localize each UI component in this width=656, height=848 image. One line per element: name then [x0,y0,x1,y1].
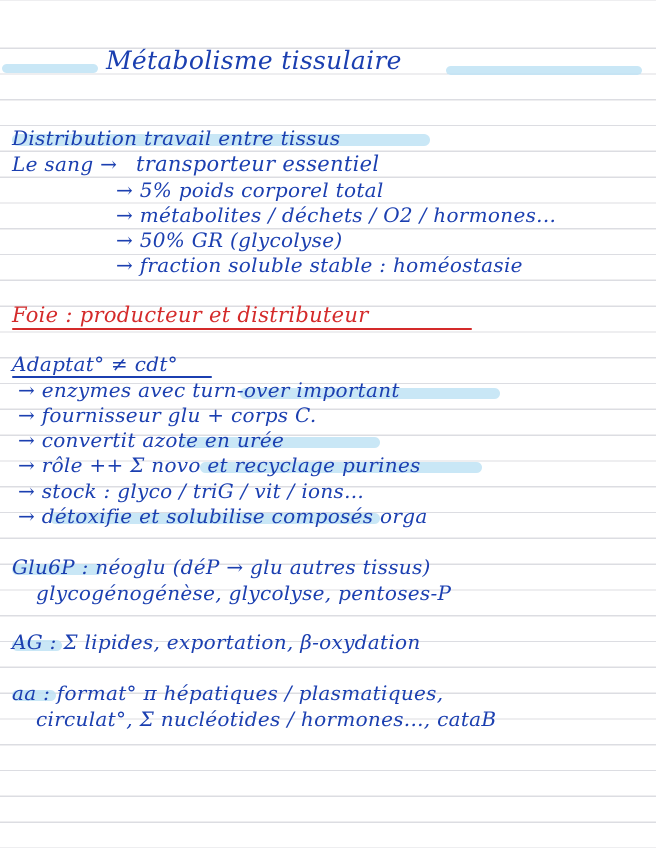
title-highlight-right [446,66,642,75]
ag-line-1: AG : Σ lipides, exportation, β-oxydation [12,630,421,654]
list-item: → enzymes avec turn-over important [18,378,400,402]
aa-line-2: circulat°, Σ nucléotides / hormones..., cataB [36,707,497,731]
list-item: → détoxifie et solubilise composés orga [18,504,428,528]
page-title: Métabolisme tissulaire [106,46,402,75]
list-item: → convertit azote en urée [18,428,285,452]
list-item: → métabolites / déchets / O2 / hormones... [116,203,557,227]
list-item: → fraction soluble stable : homéostasie [116,253,523,277]
title-highlight-left [2,64,98,73]
list-item: → stock : glyco / triG / vit / ions... [18,479,365,503]
distribution-heading: Distribution travail entre tissus [12,126,341,150]
foie-heading-underline [12,328,472,330]
adaptat-heading: Adaptat° ≠ cdt° [12,352,178,376]
glu6p-line-2: glycogénogénèse, glycolyse, pentoses-P [36,581,452,605]
sang-label: Le sang → [12,152,118,176]
list-item: → 50% GR (glycolyse) [116,228,343,252]
list-item: → 5% poids corporel total [116,178,384,202]
aa-line-1: aa : format° π hépatiques / plasmatiques, [12,681,444,705]
foie-heading: Foie : producteur et distributeur [12,303,369,327]
sang-description: transporteur essentiel [136,152,380,176]
list-item: → rôle ++ Σ novo et recyclage purines [18,453,421,477]
glu6p-line-1: Glu6P : néoglu (déP → glu autres tissus) [12,555,431,579]
list-item: → fournisseur glu + corps C. [18,403,317,427]
